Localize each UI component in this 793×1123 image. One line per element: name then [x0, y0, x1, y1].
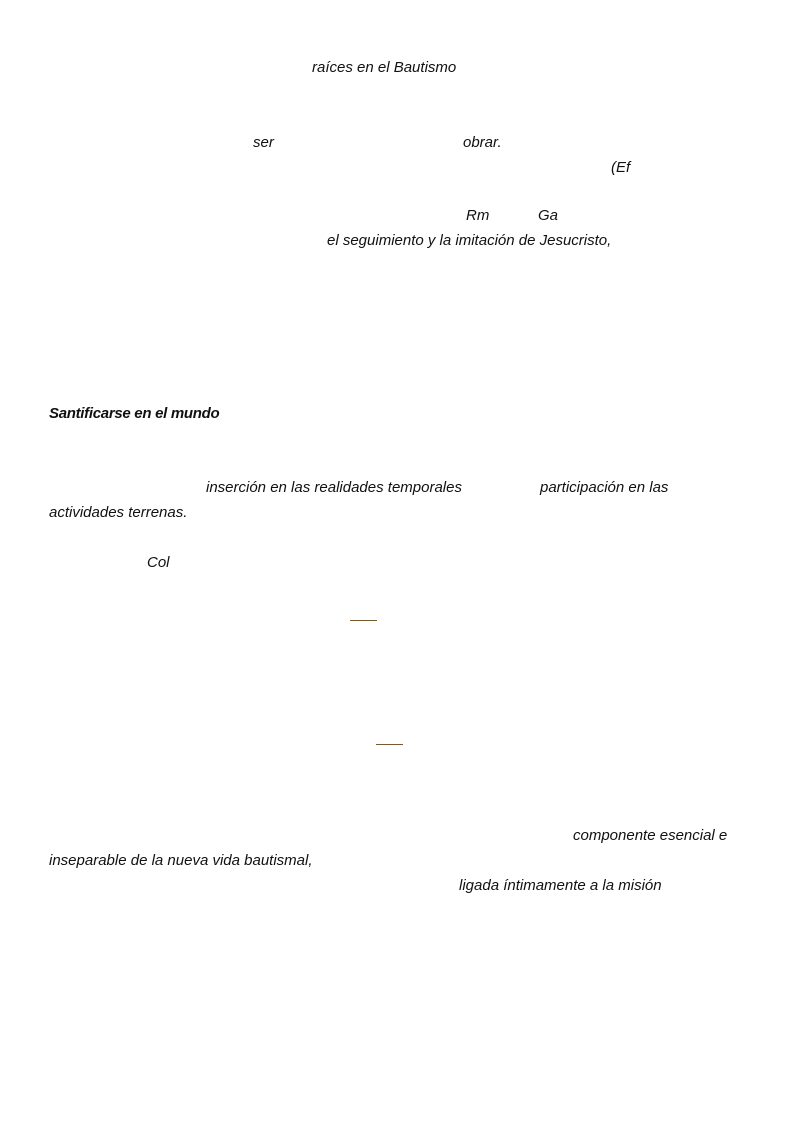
text-fragment: obrar.: [463, 134, 502, 151]
text-fragment: componente esencial e: [573, 827, 728, 844]
text-fragment: raíces en el Bautismo: [312, 59, 457, 76]
text-fragment: ligada íntimamente a la misión: [459, 877, 662, 894]
footnote-link-underline[interactable]: [376, 744, 403, 745]
text-fragment: participación en las: [540, 479, 669, 496]
text-fragment: actividades terrenas.: [49, 504, 188, 521]
text-fragment: (Ef: [611, 159, 631, 176]
text-fragment: Ga: [538, 207, 559, 224]
text-fragment: ser: [253, 134, 274, 151]
text-fragment: inserción en las realidades temporales: [206, 479, 462, 496]
section-heading: Santificarse en el mundo: [49, 405, 220, 422]
text-fragment: Rm: [466, 207, 490, 224]
text-fragment: Col: [147, 554, 170, 571]
text-fragment: el seguimiento y la imitación de Jesucristo,: [327, 232, 612, 249]
text-fragment: inseparable de la nueva vida bautismal,: [49, 852, 313, 869]
footnote-link-underline[interactable]: [350, 620, 377, 621]
